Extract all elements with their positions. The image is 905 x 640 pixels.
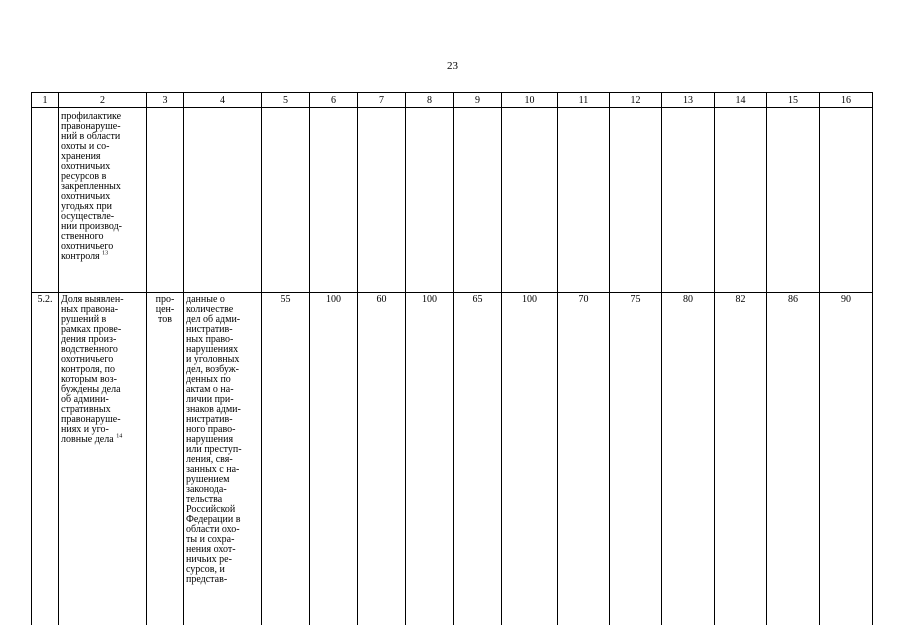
cell-empty xyxy=(184,108,262,293)
cell-empty xyxy=(32,108,59,293)
column-header-4: 4 xyxy=(184,93,262,108)
page-number: 23 xyxy=(447,60,458,72)
cell-empty xyxy=(147,108,184,293)
indicator-text: Доля выявлен- ных правона- рушений в рамках прове- дения произ- водственного охотничьего контроля, по которым воз- буждены дела об админи- стративных правонаруше- ниях и уго- ловные дела xyxy=(61,294,124,445)
indicator-text-cell xyxy=(59,293,147,626)
column-header-15: 15 xyxy=(767,93,820,108)
table-row-continued xyxy=(32,108,873,293)
table-row-5-2 xyxy=(32,293,873,626)
cell-empty xyxy=(310,108,358,293)
value-cell: 82 xyxy=(715,293,767,626)
value-cell: 60 xyxy=(358,293,406,626)
column-header-12: 12 xyxy=(610,93,662,108)
indicators-table xyxy=(31,92,873,625)
column-header-1: 1 xyxy=(32,93,59,108)
column-header-3: 3 xyxy=(147,93,184,108)
column-header-13: 13 xyxy=(662,93,715,108)
cell-empty xyxy=(406,108,454,293)
value-cell: 65 xyxy=(454,293,502,626)
value-cell: 75 xyxy=(610,293,662,626)
value-cell: 86 xyxy=(767,293,820,626)
column-header-5: 5 xyxy=(262,93,310,108)
column-header-16: 16 xyxy=(820,93,873,108)
value-cell: 70 xyxy=(558,293,610,626)
unit-cell xyxy=(147,293,184,626)
footnote-marker: 13 xyxy=(102,250,109,257)
cell-empty xyxy=(262,108,310,293)
indicator-text-cell xyxy=(59,108,147,293)
value-cell: 90 xyxy=(820,293,873,626)
column-number-row xyxy=(32,93,873,108)
cell-empty xyxy=(502,108,558,293)
value-cell: 55 xyxy=(262,293,310,626)
column-header-10: 10 xyxy=(502,93,558,108)
cell-empty xyxy=(558,108,610,293)
column-header-11: 11 xyxy=(558,93,610,108)
cell-empty xyxy=(715,108,767,293)
column-header-14: 14 xyxy=(715,93,767,108)
unit-text: про- цен- тов xyxy=(155,294,175,325)
column-header-9: 9 xyxy=(454,93,502,108)
column-header-8: 8 xyxy=(406,93,454,108)
column-header-7: 7 xyxy=(358,93,406,108)
value-cell: 80 xyxy=(662,293,715,626)
source-text: данные о количестве дел об адми- нистратив- ных право- нарушениях и уголовных дел, возбуж- денных по актам о на- личии при- знаков адми- нистратив- ного право- нарушения или преступ- ления, свя- занных с на- рушением законода- тельства Российской Федерации в области охо- ты и сохра- нения охот- ничьих ре- сурсов, и представ- xyxy=(186,294,242,585)
cell-empty xyxy=(358,108,406,293)
value-cell: 100 xyxy=(310,293,358,626)
value-cell: 100 xyxy=(502,293,558,626)
cell-empty xyxy=(454,108,502,293)
footnote-marker: 14 xyxy=(116,433,123,440)
column-header-2: 2 xyxy=(59,93,147,108)
cell-empty xyxy=(820,108,873,293)
column-header-6: 6 xyxy=(310,93,358,108)
row-number: 5.2. xyxy=(32,293,59,626)
source-cell xyxy=(184,293,262,626)
indicator-text: профилактике правонаруше- ний в области охоты и со- хранения охотничьих ресурсов в закрепленных охотничьих угодьях при осуществле- нии производ- ственного охотничьего контроля xyxy=(61,111,122,262)
value-cell: 100 xyxy=(406,293,454,626)
cell-empty xyxy=(610,108,662,293)
cell-empty xyxy=(662,108,715,293)
cell-empty xyxy=(767,108,820,293)
